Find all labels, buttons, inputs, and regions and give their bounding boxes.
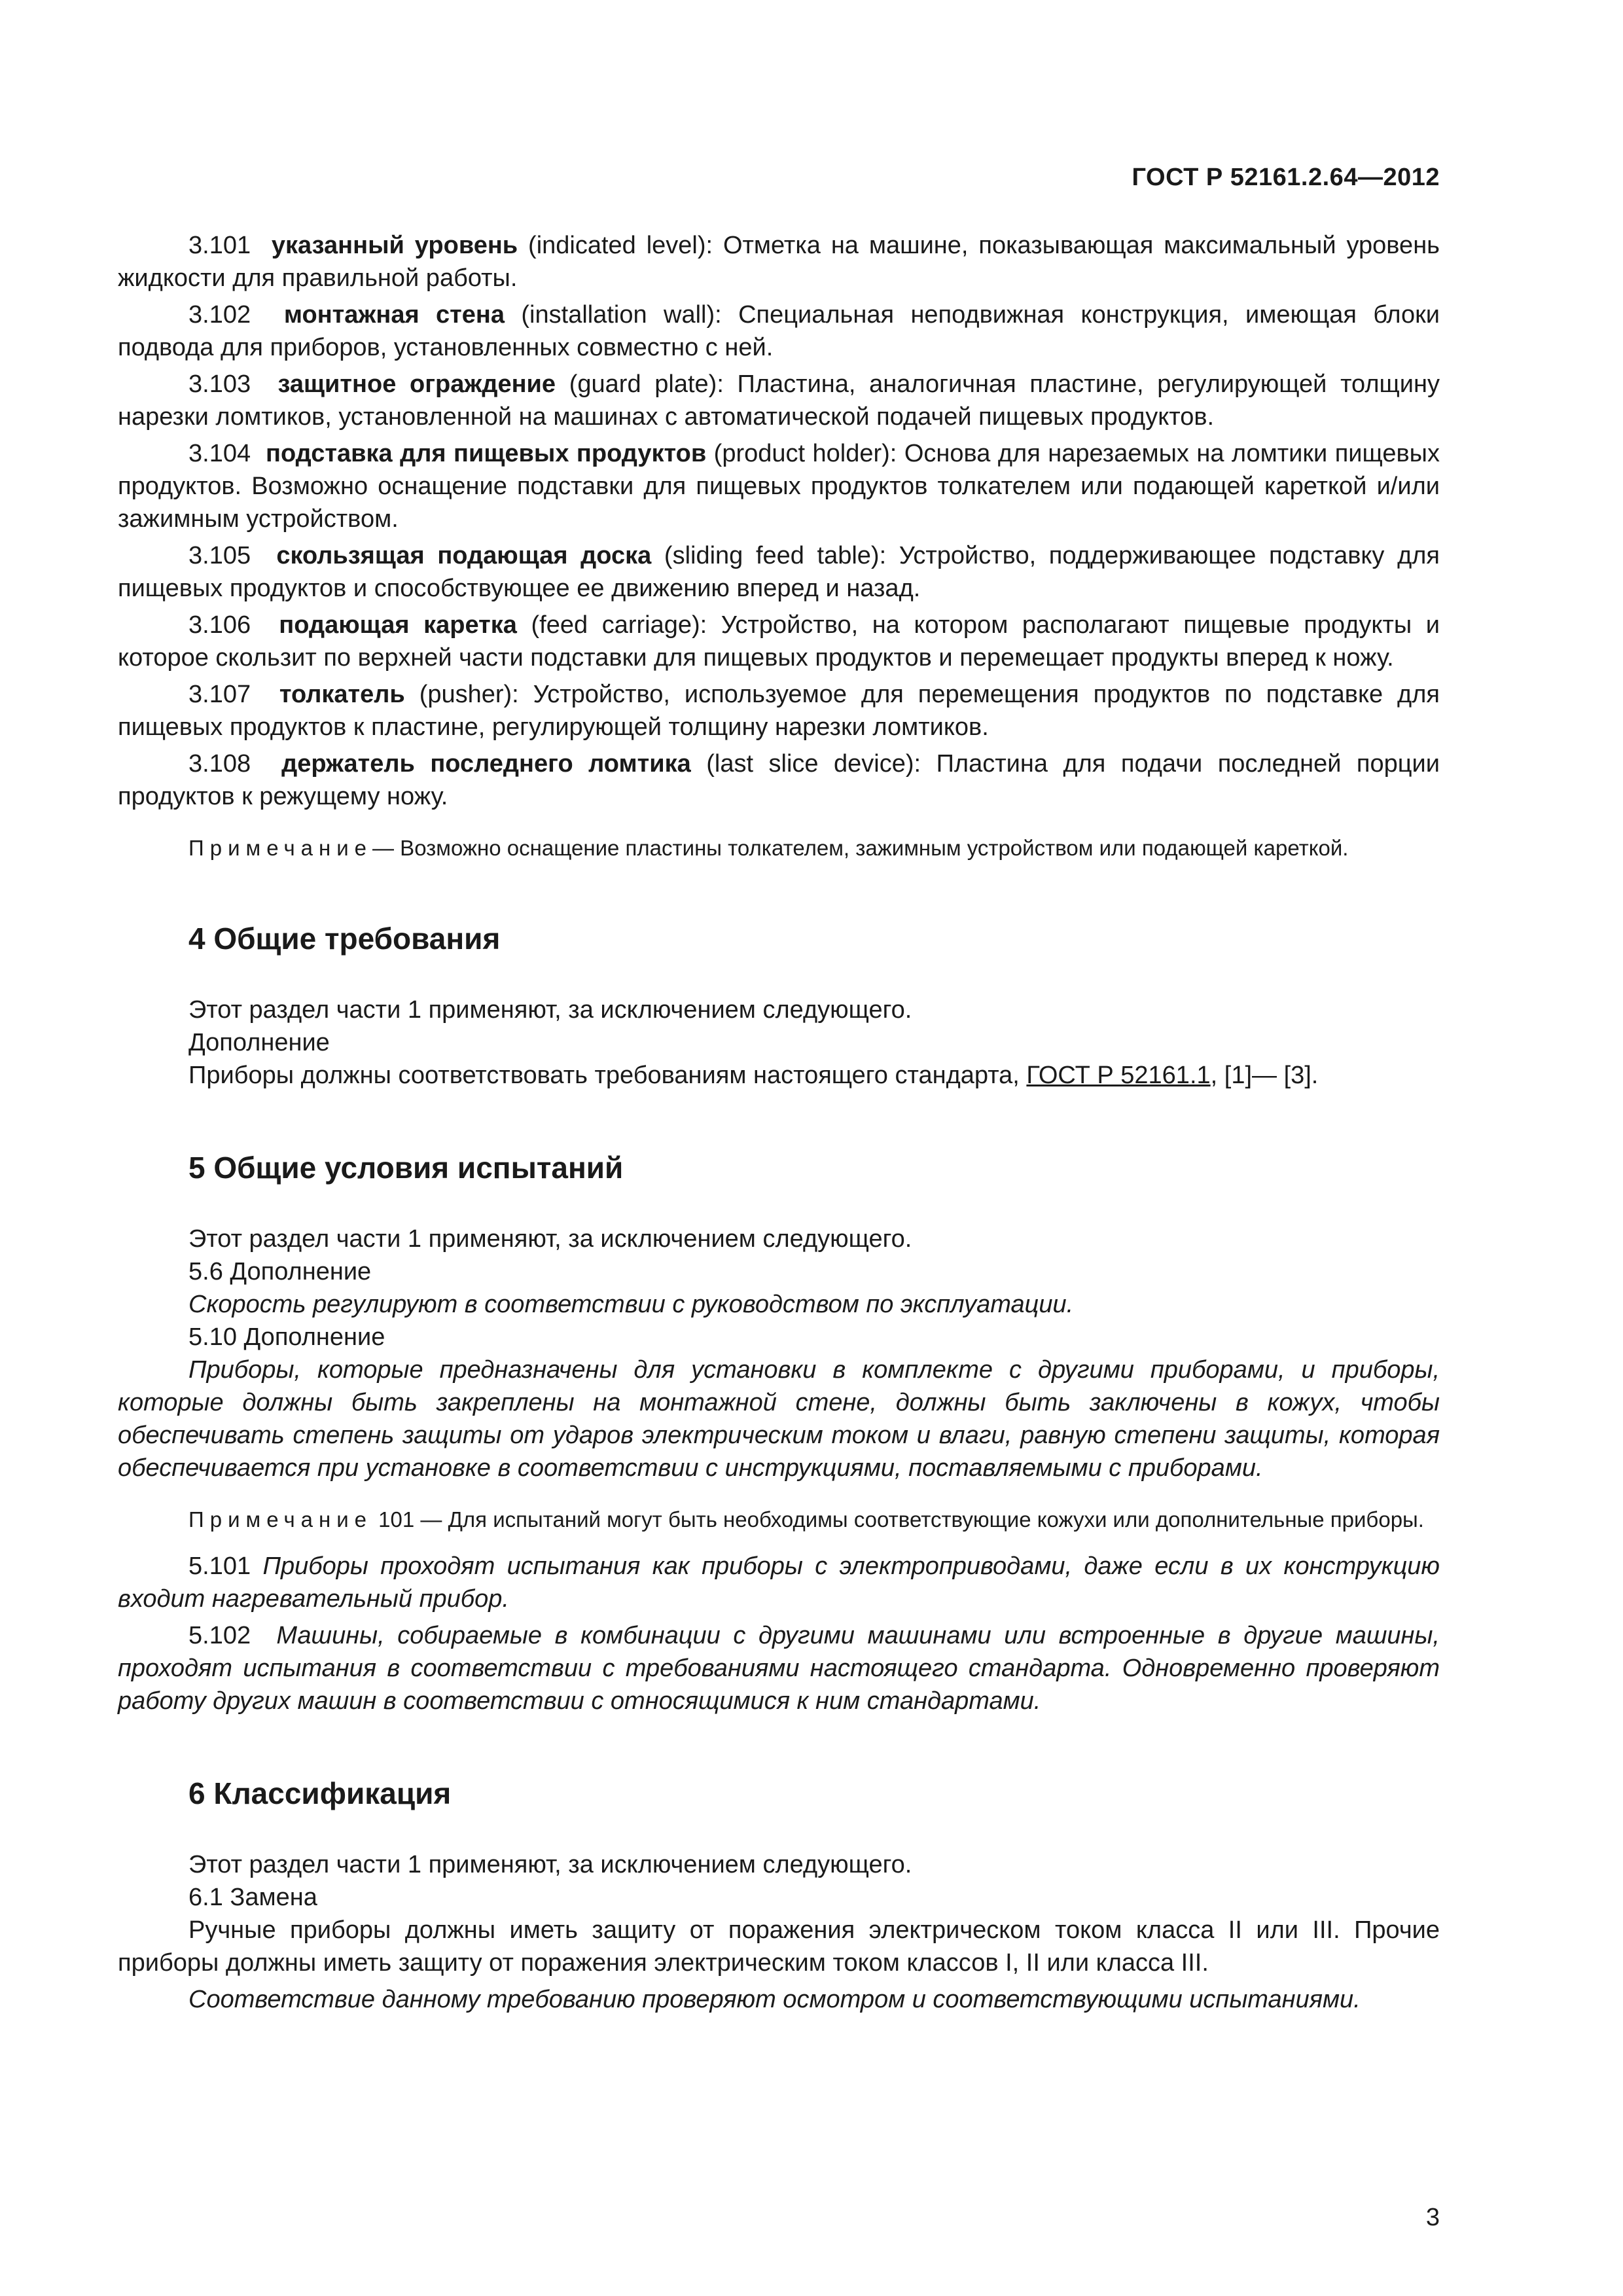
definition-3-106 — [118, 609, 1440, 674]
definition-3-104 — [118, 437, 1440, 535]
document-code: ГОСТ Р 52161.2.64—2012 — [1132, 164, 1440, 191]
section-4-requirement — [118, 1059, 1440, 1092]
definition-number: 3.102 — [188, 301, 251, 329]
definition-text: (pusher): Устройство, используемое для перемещения продуктов по подставке для пищевых продуктов к пластине, регулирующей толщину нарезки ломтиков. — [118, 681, 1440, 741]
document-body — [118, 229, 1440, 2020]
definition-3-102 — [118, 298, 1440, 364]
document-page — [118, 151, 1440, 2245]
section-5-intro: Этот раздел части 1 применяют, за исключением следующего. — [188, 1225, 912, 1253]
definition-term: держатель последнего ломтика — [281, 750, 691, 778]
definition-term: толкатель — [279, 681, 405, 708]
section-4-addition-label: Дополнение — [188, 1029, 330, 1056]
clause-number: 5.101 — [188, 1552, 251, 1580]
clause-5-6-text: Скорость регулируют в соответствии с руководством по эксплуатации. — [188, 1291, 1074, 1318]
section-heading-5: 5 Общие условия испытаний — [188, 1151, 624, 1185]
definition-term: указанный уровень — [271, 232, 518, 259]
section-4-intro: Этот раздел части 1 применяют, за исключением следующего. — [188, 996, 912, 1024]
definition-text: (feed carriage): Устройство, на котором располагают пищевые продукты и которое скользит по верхней части подставки для пищевых продуктов и перемещает продукты вперед к ножу. — [118, 611, 1440, 672]
definition-text: (installation wall): Специальная неподвижная конструкция, имеющая блоки подвода для приборов, установленных совместно с ней. — [118, 301, 1440, 361]
note-label: Примечание — [188, 1507, 373, 1532]
section-6-intro: Этот раздел части 1 применяют, за исключением следующего. — [188, 1851, 912, 1878]
note-101 — [118, 1505, 1440, 1534]
note-text: 101 — Для испытаний могут быть необходимы соответствующие кожухи или дополнительные приборы. — [372, 1507, 1424, 1532]
definition-term: подающая каретка — [279, 611, 517, 639]
definition-3-107 — [118, 678, 1440, 744]
clause-5-102 — [118, 1619, 1440, 1717]
clause-5-101 — [118, 1550, 1440, 1615]
section-heading-4: 4 Общие требования — [188, 922, 501, 956]
clause-6-1-text: Ручные приборы должны иметь защиту от поражения электрическом током класса II или III. Прочие приборы должны иметь защиту от поражения электрическим током классов I, II или класса III. — [118, 1916, 1440, 1977]
clause-5-10-label: 5.10 Дополнение — [188, 1323, 385, 1351]
page-number: 3 — [1425, 2204, 1440, 2231]
requirement-refs: , [1]— [3]. — [1210, 1062, 1319, 1089]
definition-number: 3.101 — [188, 232, 251, 259]
definition-text: (last slice device): Пластина для подачи последней порции продуктов к режущему ножу. — [118, 750, 1440, 810]
definition-3-108 — [118, 747, 1440, 813]
definition-text: (product holder): Основа для нарезаемых на ломтики пищевых продуктов. Возможно оснащение подставки для пищевых продуктов толкателем или подающей кареткой и/или зажимным устройством. — [118, 440, 1440, 533]
definition-term: скользящая подающая доска — [276, 542, 652, 569]
definition-number: 3.107 — [188, 681, 251, 708]
standard-link[interactable]: ГОСТ Р 52161.1 — [1026, 1062, 1211, 1089]
definition-text: (sliding feed table): Устройство, поддерживающее подставку для пищевых продуктов и способствующее ее движению вперед и назад. — [118, 542, 1440, 602]
clause-text: Приборы проходят испытания как приборы с электроприводами, даже если в их конструкцию входит нагревательный прибор. — [118, 1552, 1440, 1613]
section-heading-6: 6 Классификация — [188, 1776, 452, 1810]
definition-text: (guard plate): Пластина, аналогичная пластине, регулирующей толщину нарезки ломтиков, установленной на машинах с автоматической подачей пищевых продуктов. — [118, 370, 1440, 431]
definition-term: монтажная стена — [283, 301, 505, 329]
definition-3-105 — [118, 539, 1440, 605]
definition-number: 3.103 — [188, 370, 251, 398]
definition-number: 3.106 — [188, 611, 251, 639]
clause-6-1-label: 6.1 Замена — [188, 1884, 317, 1911]
definition-number: 3.104 — [188, 440, 251, 467]
note — [118, 834, 1440, 863]
definition-term: подставка для пищевых продуктов — [266, 440, 707, 467]
clause-5-6-label: 5.6 Дополнение — [188, 1258, 372, 1285]
requirement-text: Приборы должны соответствовать требованиям настоящего стандарта, — [188, 1062, 1027, 1089]
clause-6-1-compliance: Соответствие данному требованию проверяют осмотром и соответствующими испытаниями. — [188, 1986, 1361, 2013]
definition-term: защитное ограждение — [277, 370, 556, 398]
definition-number: 3.105 — [188, 542, 251, 569]
definition-3-103 — [118, 368, 1440, 433]
definition-text: (indicated level): Отметка на машине, показывающая максимальный уровень жидкости для правильной работы. — [118, 232, 1440, 292]
clause-text: Машины, собираемые в комбинации с другими машинами или встроенные в другие машины, проходят испытания в соответствии с требованиями настоящего стандарта. Одновременно проверяют работу других машин в соответствии с относящимися к ним стандартами. — [118, 1622, 1440, 1715]
clause-number: 5.102 — [188, 1622, 251, 1649]
note-label: Примечание — [188, 836, 373, 860]
note-text: — Возможно оснащение пластины толкателем, зажимным устройством или подающей кареткой. — [372, 836, 1349, 860]
clause-5-10-text: Приборы, которые предназначены для установки в комплекте с другими приборами, и приборы, которые должны быть закреплены на монтажной стене, должны быть заключены в кожух, чтобы обеспечивать степень защиты от ударов электрическим током и влаги, равную степени защиты, которая обеспечивается при установке в соответствии с инструкциями, поставляемыми с приборами. — [118, 1356, 1440, 1482]
definition-number: 3.108 — [188, 750, 251, 778]
definition-3-101 — [118, 229, 1440, 295]
